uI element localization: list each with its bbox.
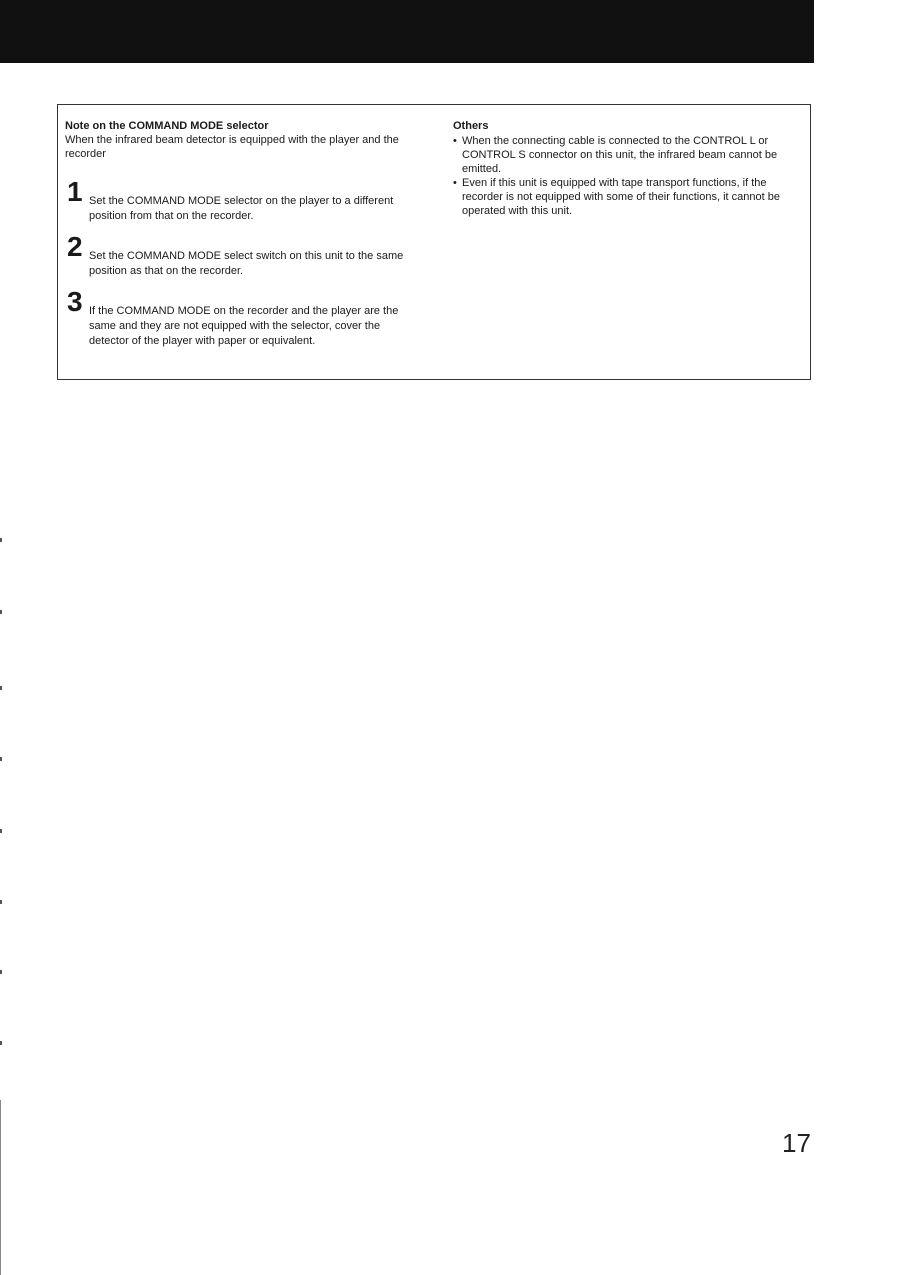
margin-tick: [0, 610, 2, 614]
step-1: [65, 176, 410, 224]
step-2: [65, 231, 410, 279]
others-note: [453, 120, 798, 218]
page-number: 17: [782, 1128, 811, 1158]
others-bullet-list: [453, 134, 798, 218]
margin-tick: [0, 757, 2, 761]
step-number: 3: [67, 286, 83, 317]
step-text: Set the COMMAND MODE selector on the player to a different position from that on the recorder.: [89, 195, 394, 222]
step-text: Set the COMMAND MODE select switch on this unit to the same position as that on the recorder.: [89, 250, 404, 277]
note-box: [57, 104, 811, 380]
step-number: 2: [67, 231, 83, 262]
margin-tick: [0, 900, 2, 904]
bullet-item: • When the connecting cable is connected to the CONTROL L or CONTROL S connector on this unit, the infrared beam cannot be emitted.: [453, 134, 798, 176]
others-heading: Others: [453, 120, 489, 132]
step-number: 1: [67, 176, 83, 207]
margin-tick: [0, 686, 2, 690]
margin-tick: [0, 829, 2, 833]
command-mode-intro: When the infrared beam detector is equipped with the player and the recorder: [65, 134, 399, 160]
margin-tick: [0, 1041, 2, 1045]
margin-line: [0, 1100, 1, 1275]
margin-tick: [0, 538, 2, 542]
step-list: [65, 176, 410, 349]
margin-tick: [0, 970, 2, 974]
header-band: [0, 0, 814, 63]
bullet-item: • Even if this unit is equipped with tape transport functions, if the recorder is not equipped with some of their functions, it cannot be operated with this unit.: [453, 176, 798, 218]
step-text: If the COMMAND MODE on the recorder and the player are the same and they are not equipped with the selector, cover the detector of the player with paper or equivalent.: [89, 305, 399, 347]
command-mode-note: [65, 120, 410, 369]
step-3: [65, 286, 410, 349]
command-mode-heading: Note on the COMMAND MODE selector: [65, 120, 269, 132]
